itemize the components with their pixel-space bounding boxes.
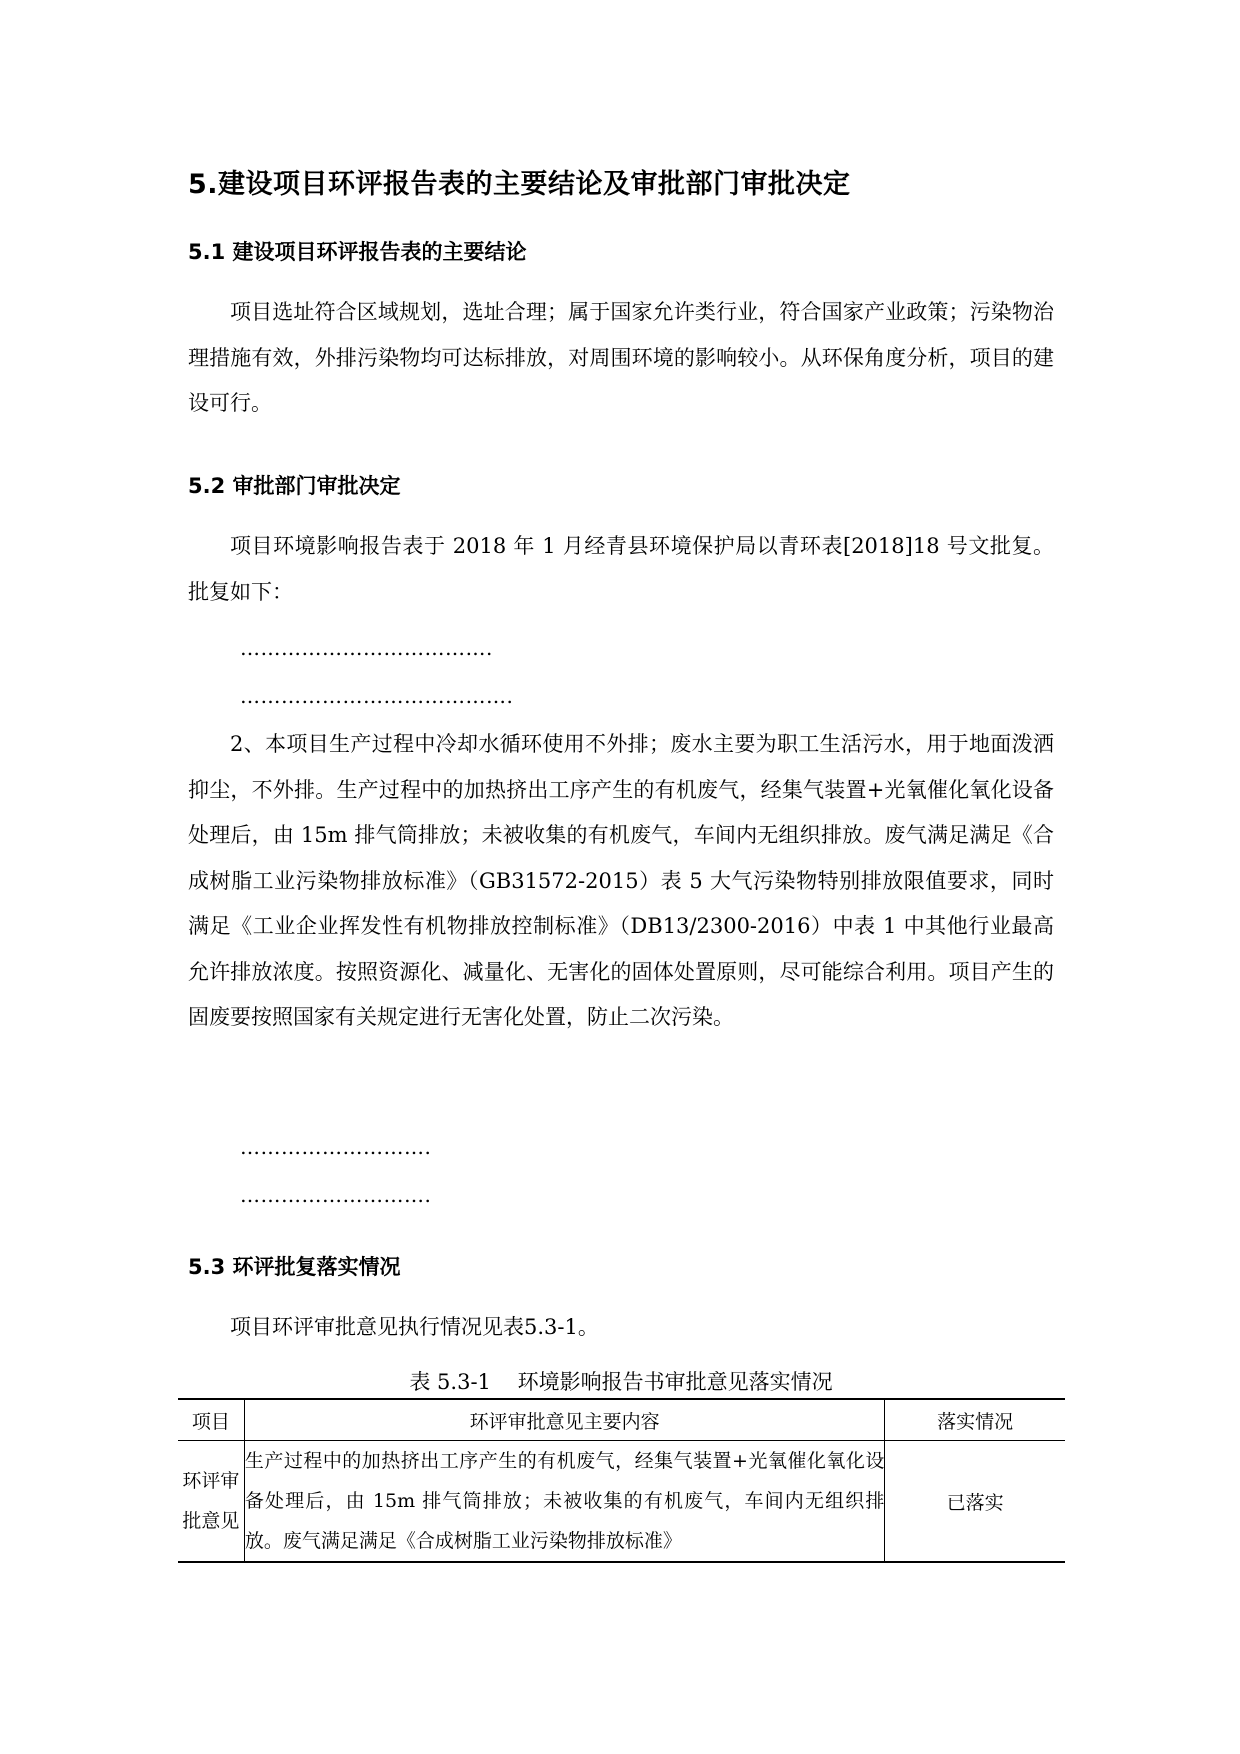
paragraph-approval-intro: 项目环境影响报告表于 2018 年 1 月经青县环境保护局以青环表[2018]18 号文批复。批复如下： <box>188 534 1054 604</box>
cell-status: 已落实 <box>946 1491 1004 1514</box>
approval-implementation-table <box>178 1398 1065 1563</box>
table-row <box>178 1441 1065 1563</box>
subsection-title-5-3: 5.3 环评批复落实情况 <box>188 1255 401 1279</box>
paragraph-approval-item-2: 2、本项目生产过程中冷却水循环使用不外排；废水主要为职工生活污水，用于地面泼洒抑尘，不外排。生产过程中的加热挤出工序产生的有机废气，经集气装置+光氧催化氧化设备处理后，由 15m 排气筒排放；未被收集的有机废气，车间内无组织排放。废气满足满足《合成树脂工业污染物排放标准》（GB31572-2015）表 5 大气污染物特别排放限值要求，同时满足《工业企业挥发性有机物排放控制标准》（DB13/2300-2016）中表 1 中其他行业最高允许排放浓度。按照资源化、减量化、无害化的固体处置原则，尽可能综合利用。项目产生的固废要按照国家有关规定进行无害化处置，防止二次污染。 <box>188 732 1054 1029</box>
ellipsis-line: ………………………. <box>240 1183 432 1207</box>
paragraph-conclusion: 项目选址符合区域规划，选址合理；属于国家允许类行业，符合国家产业政策；污染物治理措施有效，外排污染物均可达标排放，对周围环境的影响较小。从环保角度分析，项目的建设可行。 <box>188 300 1054 415</box>
subsection-title-5-2: 5.2 审批部门审批决定 <box>188 474 401 498</box>
header-item: 项目 <box>178 1399 244 1441</box>
subsection-title-5-1: 5.1 建设项目环评报告表的主要结论 <box>188 240 527 264</box>
table-caption: 表 5.3-1 环境影响报告书审批意见落实情况 <box>409 1370 833 1394</box>
ellipsis-line: ………………………………. <box>240 636 493 660</box>
header-status: 落实情况 <box>937 1410 1014 1433</box>
paragraph-implementation-intro: 项目环评审批意见执行情况见表5.3-1。 <box>230 1315 599 1339</box>
ellipsis-line: ………………………. <box>240 1135 432 1159</box>
table-header-row <box>178 1399 1065 1441</box>
section-title: 5.建设项目环评报告表的主要结论及审批部门审批决定 <box>188 169 851 200</box>
cell-item: 环评审批意见 <box>178 1441 244 1563</box>
cell-content: 生产过程中的加热挤出工序产生的有机废气，经集气装置+光氧催化氧化设备处理后，由 15m 排气筒排放；未被收集的有机废气，车间内无组织排放。废气满足满足《合成树脂工业污染物排放标准》 <box>244 1441 885 1563</box>
ellipsis-line: …………………………………. <box>240 684 514 708</box>
header-content: 环评审批意见主要内容 <box>244 1399 885 1441</box>
